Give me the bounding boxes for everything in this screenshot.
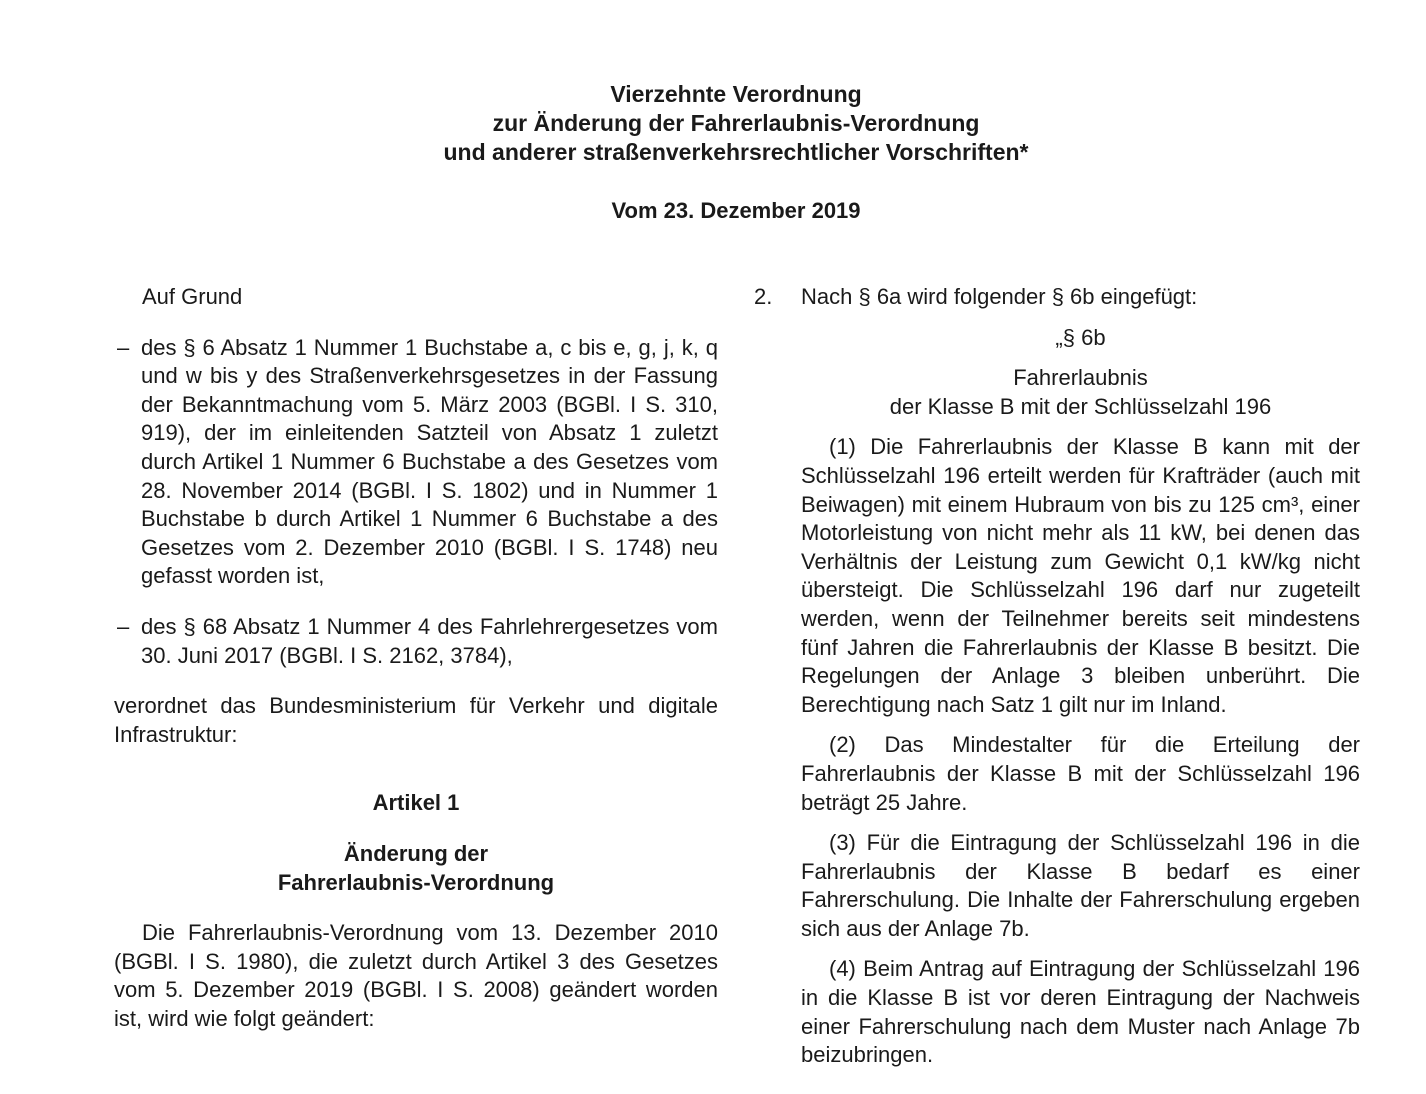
document-title — [0, 80, 1426, 167]
ordains-text: verordnet das Bundesministerium für Verkehr und digitale Infrastruktur: — [114, 693, 718, 747]
item-text: Nach § 6a wird folgender § 6b eingefügt: — [801, 284, 1198, 309]
section-paragraph-3: (3) Für die Eintragung der Schlüsselzahl 196 in die Fahrerlaubnis der Klasse B bedarf es einer Fahrerschulung. Die Inhalte der Fahrerschulung ergeben sich aus der Anlage 7b. — [801, 830, 1360, 941]
document-date: Vom 23. Dezember 2019 — [611, 198, 861, 223]
right-column — [754, 283, 1360, 1070]
legal-basis-text-1: des § 6 Absatz 1 Nummer 1 Buchstabe a, c bis e, g, j, k, q und w bis y des Straßenverkehrsgesetzes in der Fassung der Bekanntmachung vom 5. März 2003 (BGBl. I S. 310, 919), der im einleitenden Satzteil von Absatz 1 zuletzt durch Artikel 1 Nummer 6 Buchstabe a des Gesetzes vom 28. November 2014 (BGBl. I S. 1802) und in Nummer 1 Buchstabe b durch Artikel 1 Nummer 6 Buchstabe a des Gesetzes vom 2. Dezember 2010 (BGBl. I S. 1748) neu gefasst worden ist, — [141, 334, 718, 589]
item-number: 2. — [754, 284, 773, 309]
dash-bullet: – — [117, 613, 130, 639]
title-line-2: zur Änderung der Fahrerlaubnis-Verordnung — [492, 110, 980, 136]
legal-basis-item-1 — [114, 334, 718, 591]
legal-basis-text-2: des § 68 Absatz 1 Nummer 4 des Fahrlehrergesetzes vom 30. Juni 2017 (BGBl. I S. 2162, 3784), — [141, 613, 718, 668]
section-title-1: Fahrerlaubnis — [1013, 365, 1148, 391]
article-heading: Artikel 1 — [372, 790, 460, 816]
left-column — [114, 283, 718, 1033]
article-subtitle-2: Fahrerlaubnis-Verordnung — [277, 869, 555, 895]
inserted-section — [754, 312, 1360, 1070]
dash-bullet: – — [117, 334, 130, 360]
section-paragraph-1: (1) Die Fahrerlaubnis der Klasse B kann mit der Schlüsselzahl 196 erteilt werden für Krafträder (auch mit Beiwagen) mit einem Hubraum von bis zu 125 cm³, einer Motorleistung von nicht mehr als 11 kW, bei denen das Verhältnis der Leistung zum Gewicht 0,1 kW/kg nicht übersteigt. Die Schlüsselzahl 196 darf nur zugeteilt werden, wenn der Teilnehmer bereits seit mindestens fünf Jahren die Fahrerlaubnis der Klasse B besitzt. Die Regelungen der Anlage 3 bleiben unberührt. Die Berechtigung nach Satz 1 gilt nur im Inland. — [801, 434, 1360, 717]
section-title-2: der Klasse B mit der Schlüsselzahl 196 — [889, 393, 1272, 419]
section-paragraph-4: (4) Beim Antrag auf Eintragung der Schlüsselzahl 196 in die Klasse B ist vor deren Eintragung der Nachweis einer Fahrerschulung nach dem Muster nach Anlage 7b beizubringen. — [801, 956, 1360, 1068]
section-paragraph-2: (2) Das Mindestalter für die Erteilung der Fahrerlaubnis der Klasse B mit der Schlüsselzahl 196 beträgt 25 Jahre. — [801, 732, 1360, 815]
legal-basis-item-2 — [114, 613, 718, 670]
article-subtitle-1: Änderung der — [343, 840, 489, 866]
amendment-item-2 — [754, 283, 1360, 312]
section-mark: „§ 6b — [1055, 324, 1106, 350]
title-line-1: Vierzehnte Verordnung — [610, 81, 862, 107]
title-line-3: und anderer straßenverkehrsrechtlicher Vorschriften* — [443, 139, 1029, 165]
intro-text: Auf Grund — [142, 284, 243, 309]
article-body: Die Fahrerlaubnis-Verordnung vom 13. Dezember 2010 (BGBl. I S. 1980), die zuletzt durch Artikel 3 des Gesetzes vom 5. Dezember 2019 (BGBl. I S. 2008) geändert worden ist, wird wie folgt geändert: — [114, 920, 718, 1031]
